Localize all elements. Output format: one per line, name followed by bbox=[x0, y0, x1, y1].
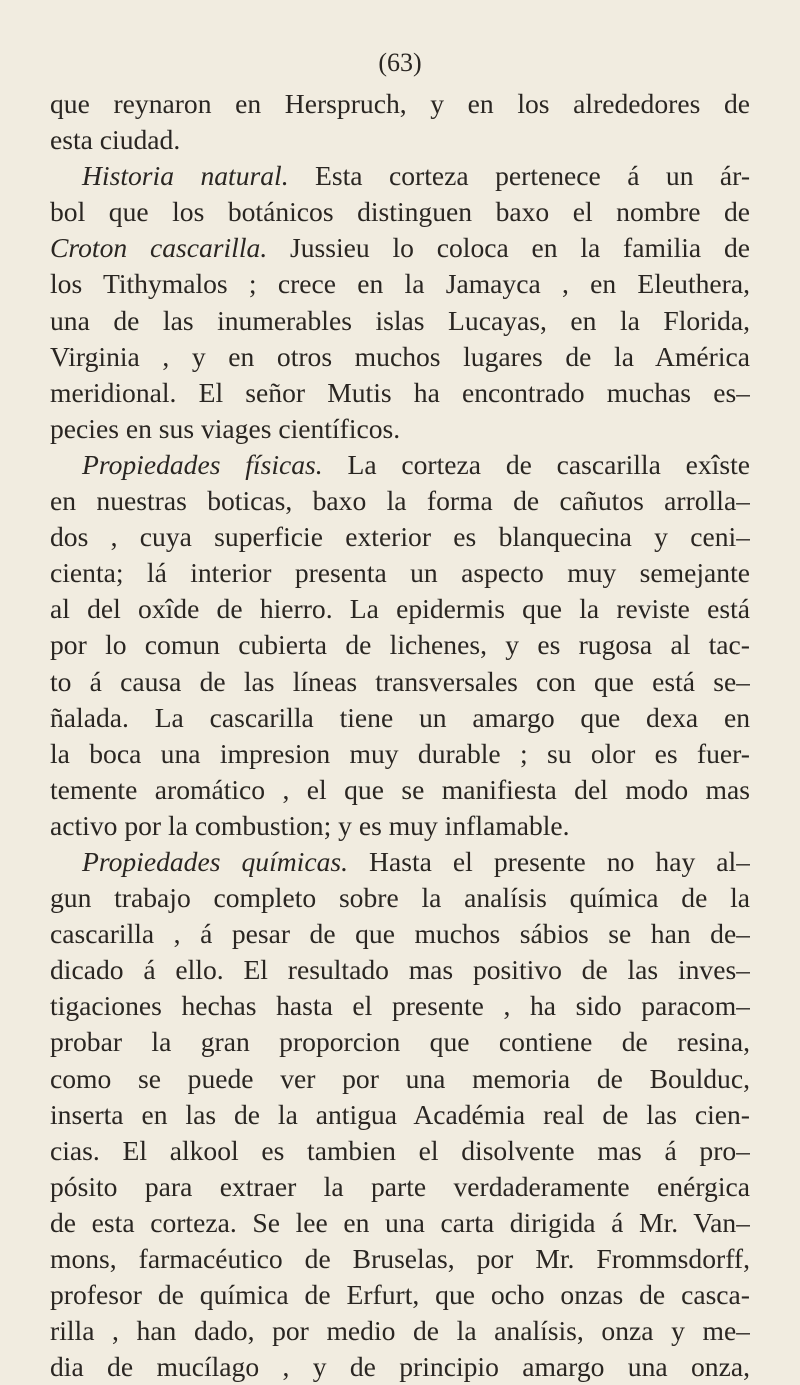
line-text: Jussieu lo coloca en la familia de bbox=[267, 232, 750, 264]
line-text: una de las inumerables islas Lucayas, en la Florida, bbox=[50, 304, 750, 336]
line-text: como se puede ver por una memoria de Boulduc, bbox=[50, 1062, 750, 1094]
line-text: pecies en sus viages científicos. bbox=[50, 412, 401, 444]
section-heading: Propiedades físicas. bbox=[82, 448, 323, 480]
line-text: gun trabajo completo sobre la analísis química de la bbox=[50, 882, 750, 914]
line-text: rilla , han dado, por medio de la analísis, onza y me– bbox=[50, 1315, 750, 1347]
text-line bbox=[50, 1024, 750, 1060]
text-line bbox=[50, 447, 750, 483]
text-line bbox=[50, 555, 750, 591]
line-text: al del oxîde de hierro. La epidermis que la reviste está bbox=[50, 593, 750, 625]
text-line bbox=[50, 230, 750, 266]
section-heading: Croton cascarilla. bbox=[50, 232, 268, 264]
text-line bbox=[50, 519, 750, 555]
text-line bbox=[50, 375, 750, 411]
text-line bbox=[50, 1133, 750, 1169]
text-line bbox=[50, 483, 750, 519]
text-line bbox=[50, 303, 750, 339]
text-line bbox=[50, 411, 750, 447]
line-text: en nuestras boticas, baxo la forma de cañutos arrolla– bbox=[50, 485, 750, 517]
line-text: dos , cuya superficie exterior es blanquecina y ceni– bbox=[50, 521, 750, 553]
line-text: tigaciones hechas hasta el presente , ha sido paracom– bbox=[50, 990, 750, 1022]
line-text: mons, farmacéutico de Bruselas, por Mr. Frommsdorff, bbox=[50, 1243, 750, 1274]
text-line bbox=[50, 736, 750, 772]
text-line bbox=[50, 627, 750, 663]
text-line bbox=[50, 1169, 750, 1205]
text-line bbox=[50, 1277, 750, 1313]
text-line bbox=[50, 988, 750, 1024]
line-text: los Tithymalos ; crece en la Jamayca , en Eleuthera, bbox=[50, 268, 750, 300]
text-line bbox=[50, 339, 750, 375]
text-line bbox=[50, 952, 750, 988]
text-line bbox=[50, 1205, 750, 1241]
section-heading: Propiedades químicas. bbox=[82, 845, 349, 877]
text-line bbox=[50, 1313, 750, 1349]
text-line bbox=[50, 1349, 750, 1385]
text-line bbox=[50, 194, 750, 230]
line-text: activo por la combustion; y es muy inflamable. bbox=[50, 809, 570, 841]
line-text: cias. El alkool es tambien el disolvente mas á pro– bbox=[50, 1134, 750, 1166]
page-number: (63) bbox=[378, 48, 422, 77]
line-text: La corteza de cascarilla exîste bbox=[322, 448, 750, 480]
line-text: to á causa de las líneas transversales con que está se– bbox=[50, 665, 750, 697]
line-text: probar la gran proporcion que contiene de resina, bbox=[50, 1026, 750, 1058]
line-text: meridional. El señor Mutis ha encontrado muchas es– bbox=[50, 376, 750, 408]
text-line bbox=[50, 880, 750, 916]
text-line bbox=[50, 700, 750, 736]
line-text: dia de mucílago , y de principio amargo una onza, bbox=[50, 1351, 750, 1383]
line-text: de esta corteza. Se lee en una carta dirigida á Mr. Van– bbox=[50, 1206, 750, 1238]
line-text: esta ciudad. bbox=[50, 124, 181, 156]
text-line bbox=[50, 772, 750, 808]
line-text: que reynaron en Herspruch, y en los alrededores de bbox=[50, 88, 750, 119]
line-text: Esta corteza pertenece á un ár- bbox=[288, 160, 750, 192]
text-line bbox=[50, 916, 750, 952]
text-line bbox=[50, 266, 750, 302]
section-heading: Historia natural. bbox=[82, 160, 289, 192]
line-text: cascarilla , á pesar de que muchos sábios se han de– bbox=[50, 918, 750, 950]
line-text: por lo comun cubierta de lichenes, y es rugosa al tac- bbox=[50, 629, 750, 661]
line-text: ñalada. La cascarilla tiene un amargo que dexa en bbox=[50, 701, 750, 733]
line-text: pósito para extraer la parte verdaderamente enérgica bbox=[50, 1170, 750, 1202]
line-text: cienta; lá interior presenta un aspecto muy semejante bbox=[50, 557, 750, 589]
text-line bbox=[50, 664, 750, 700]
text-line bbox=[50, 1241, 750, 1277]
text-line bbox=[50, 808, 750, 844]
text-line bbox=[50, 1097, 750, 1133]
line-text: Virginia , y en otros muchos lugares de la América bbox=[50, 340, 750, 372]
line-text: profesor de química de Erfurt, que ocho onzas de casca- bbox=[50, 1279, 750, 1311]
text-line bbox=[50, 1061, 750, 1097]
line-text: dicado á ello. El resultado mas positivo de las inves– bbox=[50, 954, 750, 986]
text-line bbox=[50, 844, 750, 880]
line-text: bol que los botánicos distinguen baxo el nombre de bbox=[50, 196, 750, 228]
body-text bbox=[50, 86, 750, 1385]
text-line bbox=[50, 591, 750, 627]
text-line bbox=[50, 86, 750, 122]
line-text: inserta en las de la antigua Académia real de las cien- bbox=[50, 1098, 750, 1130]
line-text: la boca una impresion muy durable ; su olor es fuer- bbox=[50, 737, 750, 769]
text-line bbox=[50, 122, 750, 158]
text-line bbox=[50, 158, 750, 194]
line-text: Hasta el presente no hay al– bbox=[348, 845, 750, 877]
line-text: temente aromático , el que se manifiesta del modo mas bbox=[50, 773, 750, 805]
